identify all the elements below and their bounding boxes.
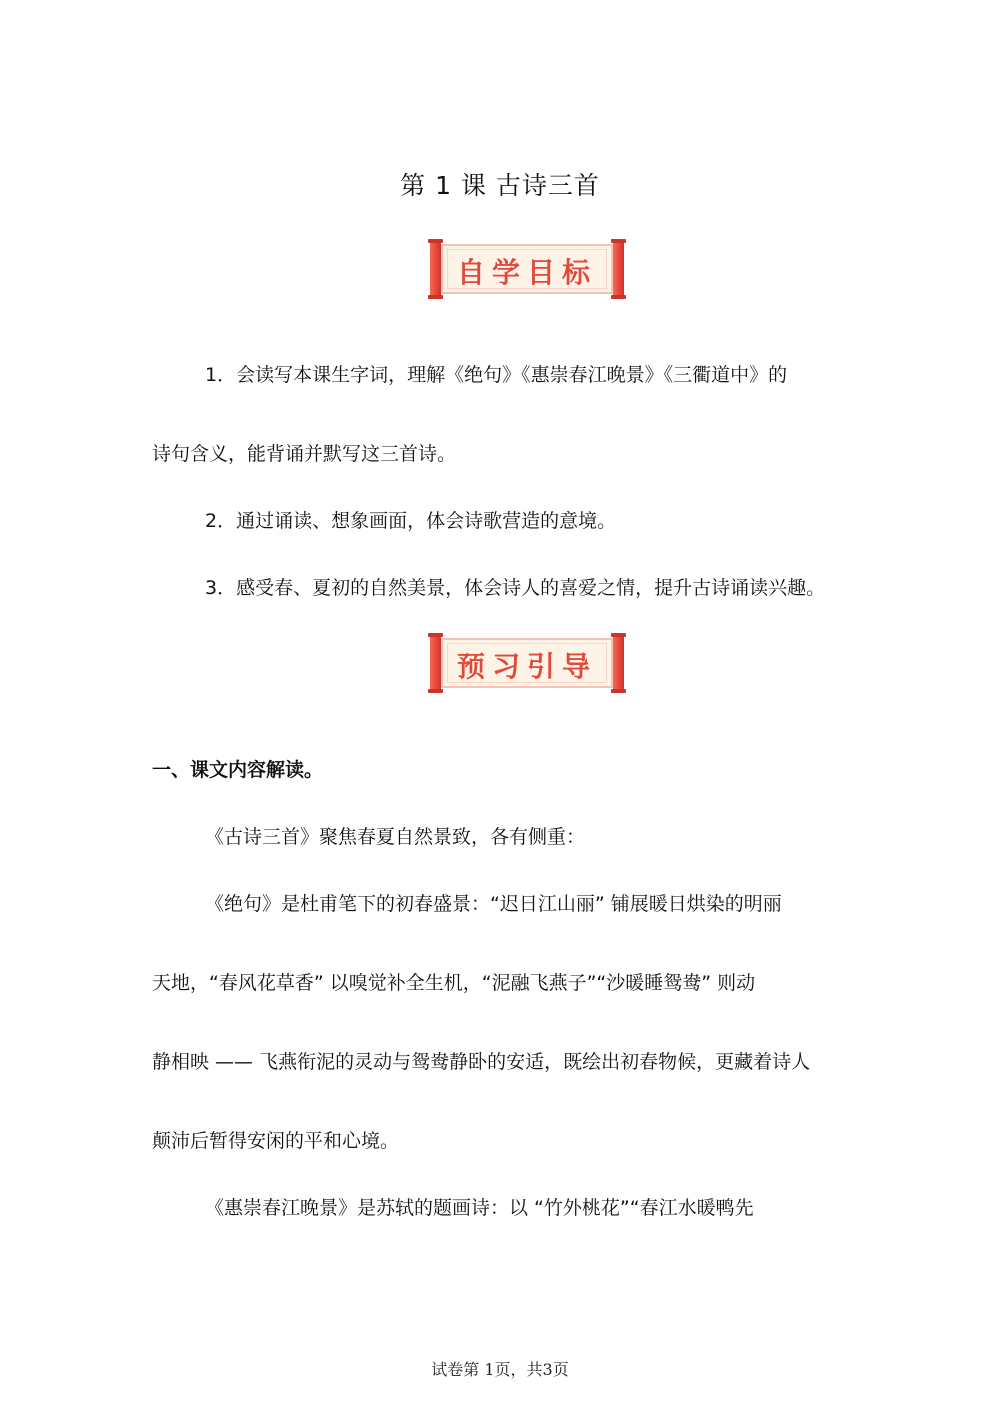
preview-banner [430,634,624,692]
goal-item-1-line-1: 1．会读写本课生字词，理解《绝句》《惠崇春江晚景》《三衢道中》的 [205,364,788,386]
goals-banner [430,240,624,298]
paragraph-1-line-2: 天地，“春风花草香” 以嗅觉补全生机，“泥融飞燕子”“沙暖睡鸳鸯” 则动 [152,972,756,994]
section-intro: 《古诗三首》聚焦春夏自然景致，各有侧重： [205,826,586,848]
paragraph-2-line-1: 《惠崇春江晚景》是苏轼的题画诗：以 “竹外桃花”“春江水暖鸭先 [205,1197,754,1219]
preview-banner-label: 预习引导 [456,650,597,683]
goals-banner-label: 自学目标 [456,256,597,289]
goal-item-1-line-2: 诗句含义，能背诵并默写这三首诗。 [152,443,457,465]
page-title: 第 1 课 古诗三首 [400,171,600,200]
paragraph-1-line-4: 颠沛后暂得安闲的平和心境。 [152,1130,400,1152]
paragraph-1-line-1: 《绝句》是杜甫笔下的初春盛景：“迟日江山丽” 铺展暖日烘染的明丽 [205,893,782,915]
section-heading: 一、课文内容解读。 [152,759,324,781]
goal-item-2: 2．通过诵读、想象画面，体会诗歌营造的意境。 [205,510,617,532]
goal-item-3: 3．感受春、夏初的自然美景，体会诗人的喜爱之情，提升古诗诵读兴趣。 [205,577,826,599]
paragraph-1-line-3: 静相映 —— 飞燕衔泥的灵动与鸳鸯静卧的安适，既绘出初春物候，更藏着诗人 [152,1051,811,1073]
page-footer: 试卷第 1页，共3页 [431,1360,569,1379]
